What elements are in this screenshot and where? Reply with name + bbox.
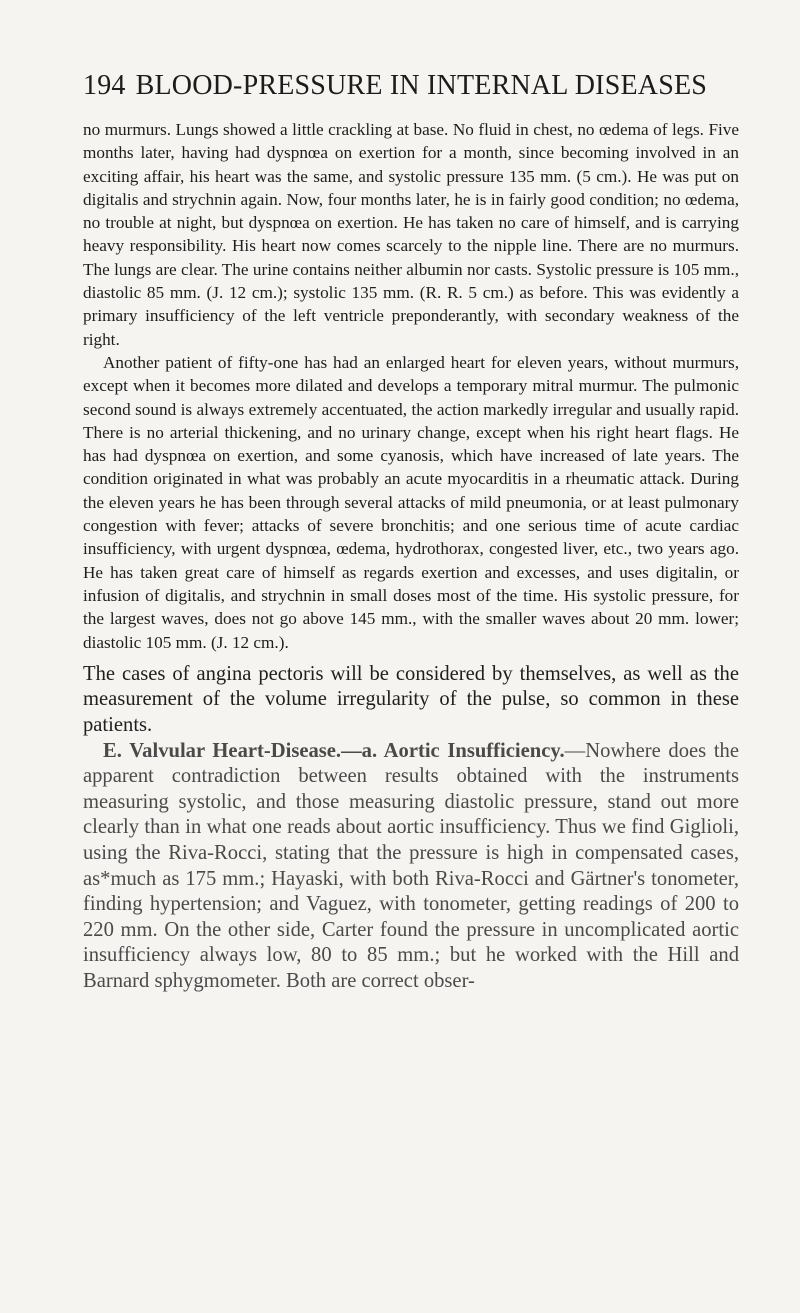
case-paragraph-1: no murmurs. Lungs showed a little crackling at base. No fluid in chest, no œdema of legs. Five months later, having had dyspnœa on exertion for a month, since becoming involved in an exciting affair, his heart was the same, and systolic pressure 135 mm. (5 cm.). He was put on digitalis and strychnin again. Now, four months later, he is in fairly good condition; no œdema, no trouble at night, but dyspnœa on exertion. He has taken no care of himself, and is carrying heavy responsibility. His heart now comes scarcely to the nipple line. There are no murmurs. The lungs are clear. The urine contains neither albumin nor casts. Systolic pressure is 105 mm., diastolic 85 mm. (J. 12 cm.); systolic 135 mm. (R. R. 5 cm.) as before. This was evidently a primary insufficiency of the left ventricle preponderantly, with secondary weakness of the right. [83, 120, 739, 349]
page-number: 194 [83, 70, 126, 101]
running-header [83, 70, 743, 102]
page-body [83, 118, 739, 995]
case-paragraph-2: Another patient of fifty-one has had an enlarged heart for eleven years, without murmurs, except when it becomes more dilated and develops a temporary mitral murmur. The pulmonic second sound is always extremely accentuated, the action markedly irregular and usually rapid. There is no arterial thickening, and no urinary change, except when his right heart flags. He has had dyspnœa on exertion, and some cyanosis, which have increased of late years. The condition originated in what was probably an acute myocarditis in a rheumatic attack. During the eleven years he has been through several attacks of mild pneumonia, or at least pulmonary congestion with fever; attacks of severe bronchitis; and one serious time of acute cardiac insufficiency, with urgent dyspnœa, œdema, hydrothorax, congested liver, etc., two years ago. He has taken great care of himself as regards exertion and excesses, and uses digitalin, or infusion of digitalis, and strychnin in small doses most of the time. His systolic pressure, for the largest waves, does not go above 145 mm., with the smaller waves about 20 mm. lower; diastolic 105 mm. (J. 12 cm.). [83, 352, 739, 652]
section-heading: E. Valvular Heart-Disease.—a. Aortic Insufficiency. [103, 739, 565, 762]
running-title: BLOOD-PRESSURE IN INTERNAL DISEASES [135, 70, 708, 101]
large-type-section [83, 662, 739, 995]
section-text: —Nowhere does the apparent contradiction between results obtained with the instruments measuring systolic, and those measuring diastolic pressure, stand out more clearly than in what one reads about aortic insufficiency. Thus we find Giglioli, using the Riva-Rocci, stating that the pressure is high in compensated cases, as*much as 175 mm.; Hayaski, with both Riva-Rocci and Gärtner's tonometer, finding hypertension; and Vaguez, with tonometer, getting readings of 200 to 220 mm. On the other side, Carter found the pressure in uncomplicated aortic insufficiency always low, 80 to 85 mm.; but he worked with the Hill and Barnard sphygmometer. Both are correct obser- [83, 739, 739, 992]
angina-note-paragraph: The cases of angina pectoris will be considered by themselves, as well as the measurement of the volume irregularity of the pulse, so common in these patients. [83, 662, 739, 737]
valvular-section-paragraph [83, 739, 739, 995]
small-type-section [83, 118, 739, 654]
